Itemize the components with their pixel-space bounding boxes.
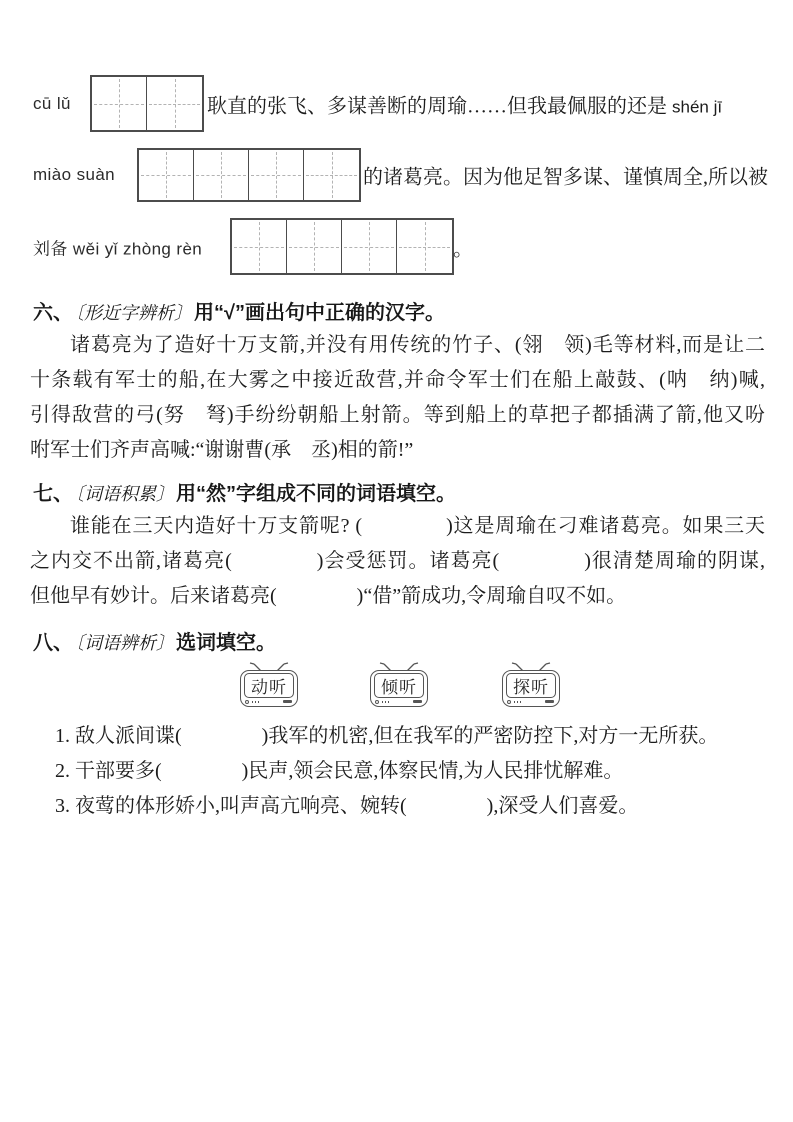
writing-cell — [287, 220, 342, 273]
tv-icon — [240, 661, 298, 707]
section8-title: 选词填空。 — [176, 632, 276, 654]
writing-cell — [232, 220, 287, 273]
tv-dots-icon — [514, 701, 523, 703]
section6-tag: 〔形近字辨析〕 — [75, 303, 192, 323]
paragraph-line: 之内交不出箭,诸葛亮( )会受惩罚。诸葛亮( )很清楚周瑜的阴谋, — [30, 550, 765, 572]
tv-slot-icon — [413, 700, 422, 703]
pinyin-label: 刘备 wěi yǐ zhòng rèn — [33, 239, 203, 258]
paragraph-line: 但他早有妙计。后来诸葛亮( )“借”箭成功,令周瑜自叹不如。 — [30, 585, 627, 607]
word-option: 倾听 — [374, 673, 424, 698]
writing-cell — [92, 77, 147, 130]
paragraph-line: 诸葛亮为了造好十万支箭,并没有用传统的竹子、(翎 领)毛等材料,而是让二 — [70, 334, 765, 356]
tv-frame — [240, 670, 298, 707]
intro-text — [207, 89, 722, 118]
section7-title: 用“然”字组成不同的词语填空。 — [176, 483, 456, 505]
paragraph-line: 引得敌营的弓(努 弩)手纷纷朝船上射箭。等到船上的草把子都插满了箭,他又吩 — [30, 404, 765, 426]
section8-header — [33, 626, 276, 655]
tv-slot-icon — [283, 700, 292, 703]
paragraph-line: 咐军士们齐声高喊:“谢谢曹(承 丞)相的箭!” — [30, 439, 414, 461]
exercise-item: 3. 夜莺的体形娇小,叫声高亢响亮、婉转( ),深受人们喜爱。 — [55, 795, 639, 817]
writing-cell — [147, 77, 202, 130]
tv-knob-icon — [375, 700, 379, 704]
pinyin-inline: shén jī — [672, 97, 723, 116]
tv-dots-icon — [382, 701, 391, 703]
section6-number: 六、 — [33, 302, 73, 324]
writing-cell — [397, 220, 452, 273]
intro-row-miaosuan — [0, 148, 793, 202]
intro-row-weiyizhongren — [0, 218, 793, 275]
section7-header — [33, 477, 456, 506]
intro-row-culu — [0, 75, 793, 132]
writing-cell — [304, 150, 359, 200]
tv-dots-icon — [252, 701, 261, 703]
writing-cell — [139, 150, 194, 200]
writing-grid — [230, 218, 454, 275]
section7-number: 七、 — [33, 483, 73, 505]
tv-knob-icon — [507, 700, 511, 704]
tv-frame — [502, 670, 560, 707]
tv-icon — [502, 661, 560, 707]
writing-cell — [342, 220, 397, 273]
section7-body — [30, 509, 765, 614]
intro-text: 的诸葛亮。因为他足智多谋、谨慎周全,所以被 — [363, 166, 768, 189]
exercise-item: 2. 干部要多( )民声,领会民意,体察民情,为人民排忧解难。 — [55, 760, 624, 782]
writing-grid — [90, 75, 204, 132]
section6-header — [33, 296, 445, 325]
writing-cell — [249, 150, 304, 200]
writing-cell — [194, 150, 249, 200]
section6-title: 用“√”画出句中正确的汉字。 — [194, 302, 445, 324]
tv-icon — [370, 661, 428, 707]
pinyin-label: cū lǔ — [33, 93, 71, 113]
tv-knob-icon — [245, 700, 249, 704]
pinyin-label: miào suàn — [33, 165, 116, 184]
section8-number: 八、 — [33, 632, 73, 654]
section7-tag: 〔词语积累〕 — [75, 484, 174, 504]
intro-text: 。 — [453, 238, 473, 260]
exercise-item: 1. 敌人派间谍( )我军的机密,但在我军的严密防控下,对方一无所获。 — [55, 725, 719, 747]
paragraph-line: 十条载有军士的船,在大雾之中接近敌营,并命令军士们在船上敲鼓、(呐 纳)喊, — [30, 369, 765, 391]
word-option: 动听 — [244, 673, 294, 698]
writing-grid — [137, 148, 361, 202]
section8-tag: 〔词语辨析〕 — [75, 633, 174, 653]
tv-slot-icon — [545, 700, 554, 703]
intro-text-cjk: 耿直的张飞、多谋善断的周瑜……但我最佩服的还是 — [207, 95, 672, 117]
word-option: 探听 — [506, 673, 556, 698]
section6-body — [30, 328, 765, 468]
tv-frame — [370, 670, 428, 707]
paragraph-line: 谁能在三天内造好十万支箭呢? ( )这是周瑜在刁难诸葛亮。如果三天 — [70, 515, 765, 537]
